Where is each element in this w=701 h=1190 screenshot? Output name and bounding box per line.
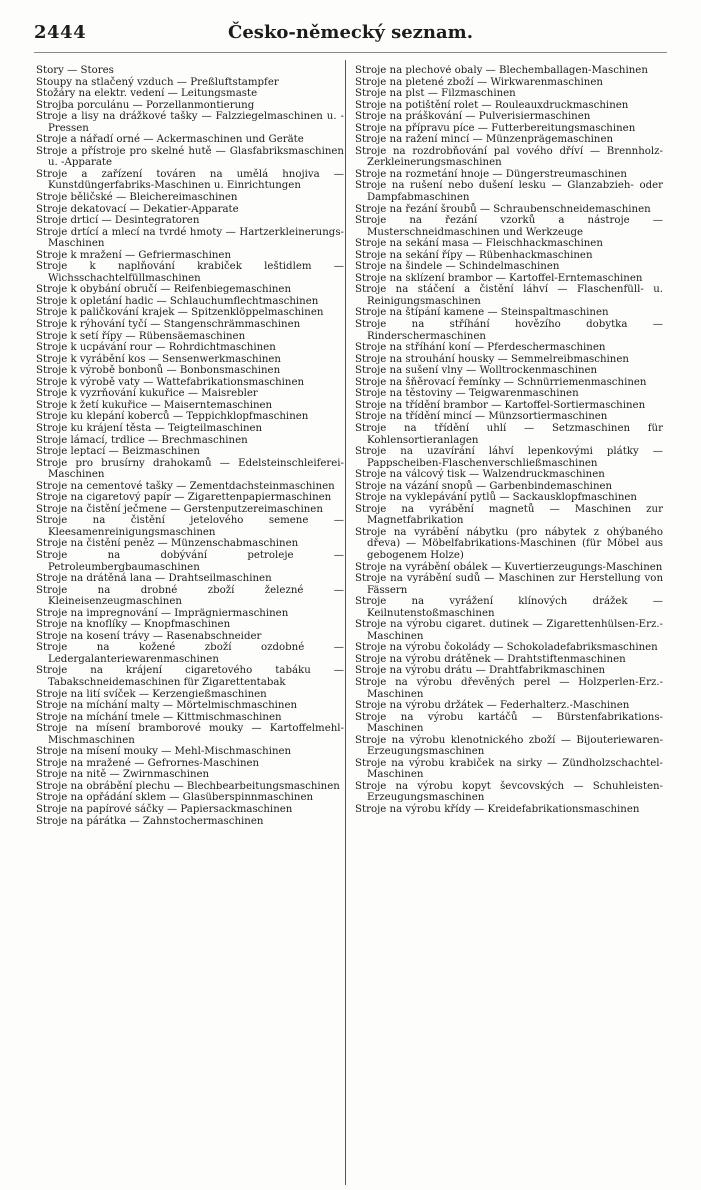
running-title: Česko-německý seznam.: [228, 22, 473, 43]
dictionary-entry: Stroje k setí řípy — Rübensäemaschinen: [36, 330, 246, 342]
dictionary-entry: Stroje na výrobu drátěnek — Drahtstiftenmaschinen: [355, 653, 626, 665]
dictionary-entry: Stroje na vyklepávání pytlů — Sackausklopfmaschinen: [355, 492, 637, 504]
dictionary-entry: Stroje na uzavírání láhví lepenkovými plátky — Pappscheiben-Flaschenverschließmaschinen: [355, 446, 663, 469]
dictionary-entry: Stroje na vyrábění sudů — Maschinen zur Herstellung von Fässern: [355, 573, 663, 596]
dictionary-entry: Stroje na výrobu křídy — Kreidefabrikationsmaschinen: [355, 804, 640, 815]
dictionary-entry: Stroje na pletené zboží — Wirkwarenmaschinen: [355, 76, 603, 88]
left-column: [36, 65, 344, 1180]
dictionary-entry: Stroje a zařízení továren na umělá hnojiva — Kunstdüngerfabriks-Maschinen u. Einrichtungen: [36, 168, 344, 192]
dictionary-entry: Stroje na šňěrovací řemínky — Schnürriemenmaschinen: [355, 376, 647, 388]
dictionary-entry: Stroje na rozmetání hnoje — Düngerstreumaschinen: [355, 168, 627, 180]
dictionary-entry: Stroje na třídění mincí — Münzsortiermaschinen: [355, 411, 608, 423]
dictionary-entry: Stroje na výrobu krabiček na sirky — Zündholzschachtel-Maschinen: [355, 757, 663, 781]
dictionary-entry: Stroje k opletání hadic — Schlauchumflechtmaschinen: [36, 295, 319, 307]
dictionary-entry: Stroje na těstoviny — Teigwarenmaschinen: [355, 388, 579, 400]
dictionary-entry: Stroje k mražení — Gefriermaschinen: [36, 249, 232, 261]
dictionary-entry: Stroje na plechové obaly — Blechemballagen-Maschinen: [355, 65, 648, 76]
dictionary-entry: Stroje na výrobu kartáčů — Bürstenfabrikations-Maschinen: [355, 711, 663, 735]
dictionary-entry: Stroje na vyrábění nábytku (pro nábytek z ohýbaného dřeva) — Möbelfabrikations-Maschinen (für Möbel aus gebogenem Holze): [355, 526, 663, 561]
dictionary-entry: Stroje k paličkování krajek — Spitzenklöppelmaschinen: [36, 307, 324, 319]
dictionary-entry: Story — Stores: [36, 65, 114, 76]
dictionary-entry: Stroje na stříhání hovězího dobytka — Rinderschermaschinen: [355, 319, 663, 342]
dictionary-entry: Stroje na míchání tmele — Kittmischmaschinen: [36, 711, 282, 723]
dictionary-entry: Stroje na opřádání sklem — Glasüberspinnmaschinen: [36, 792, 314, 804]
dictionary-entry: Stroje na sekání masa — Fleischhackmaschinen: [355, 238, 603, 250]
dictionary-entry: Stroje na potištění rolet — Rouleauxdruckmaschinen: [355, 99, 629, 111]
dictionary-entry: Stroje na vyrážení klínových drážek — Keilnutenstoßmaschinen: [355, 596, 663, 619]
dictionary-entry: Stroje na třídění uhlí — Setzmaschinen für Kohlensortieranlagen: [355, 422, 663, 446]
dictionary-entry: Stroje drtící a mlecí na tvrdé hmoty — Hartzerkleinerungs-Maschinen: [36, 226, 344, 250]
dictionary-entry: Stroje na sekání řípy — Rübenhackmaschinen: [355, 249, 593, 261]
dictionary-entry: Stroje na výrobu klenotnického zboží — Bijouteriewaren-Erzeugungsmaschinen: [355, 734, 663, 758]
page-number: 2444: [34, 22, 87, 43]
dictionary-entry: Strojba porculánu — Porzellanmontierung: [36, 99, 255, 111]
dictionary-entry: Stroje na vázání snopů — Garbenbindemaschinen: [355, 480, 613, 492]
dictionary-entry: Stroje na výrobu drátu — Drahtfabrikmaschinen: [355, 665, 606, 677]
dictionary-entry: Stroje k vyrábění kos — Sensenwerkmaschinen: [36, 353, 281, 365]
dictionary-entry: Stroje na práškování — Pulverisiermaschinen: [355, 111, 591, 123]
dictionary-entry: Stroje na výrobu dřevěných perel — Holzperlen-Erz.-Maschinen: [355, 676, 663, 700]
dictionary-entry: Stroje na nitě — Zwirnmaschinen: [36, 769, 210, 781]
dictionary-entry: Stroje na vyrábění obálek — Kuvertierzeugungs-Maschinen: [355, 561, 663, 573]
dictionary-entry: Stroje k vyzrňování kukuřice — Maisrebler: [36, 388, 258, 400]
dictionary-entry: Stroje k rýhování tyčí — Stangenschrämmaschinen: [36, 319, 301, 331]
dictionary-entry: Stroje na výrobu kopyt ševcovských — Schuhleisten-Erzeugungsmaschinen: [355, 780, 663, 804]
dictionary-entry: Stroje dekatovací — Dekatier-Apparate: [36, 203, 239, 215]
dictionary-entry: Stoupy na stlačený vzduch — Preßluftstampfer: [36, 76, 279, 88]
dictionary-entry: Stroje k výrobě vaty — Wattefabrikationsmaschinen: [36, 376, 305, 388]
dictionary-entry: Stroje na impregnování — Imprägniermaschinen: [36, 607, 289, 619]
dictionary-entry: Stroje na výrobu čokolády — Schokoladefabriksmaschinen: [355, 642, 658, 654]
dictionary-entry: Stroje na drobné zboží železné — Kleineisenzeugmaschinen: [36, 584, 344, 608]
dictionary-entry: Stroje na strouhání housky — Semmelreibmaschinen: [355, 353, 629, 365]
dictionary-entry: Stroje na čistění peněz — Münzenschabmaschinen: [36, 538, 299, 550]
dictionary-entry: Stroje na dobývání petroleje — Petroleumbergbaumaschinen: [36, 549, 344, 573]
dictionary-entry: Stroje na výrobu cigaret. dutinek — Zigarettenhülsen-Erz.-Maschinen: [355, 619, 663, 642]
dictionary-entry: Stroje na čistění ječmene — Gerstenputzereimaschinen: [36, 503, 323, 515]
dictionary-entry: Stroje na válcový tisk — Walzendruckmaschinen: [355, 469, 605, 481]
dictionary-entry: Stroje k naplňování krabiček leštidlem — Wichsschachtelfüllmaschinen: [36, 261, 344, 284]
dictionary-entry: Stroje na kožené zboží ozdobné — Ledergalanteriewarenmaschinen: [36, 642, 344, 665]
dictionary-entry: Stroje na štípání kamene — Steinspaltmaschinen: [355, 307, 609, 319]
dictionary-entry: Stroje běličské — Bleichereimaschinen: [36, 192, 238, 204]
dictionary-entry: Stožáry na elektr. vedení — Leitungsmaste: [36, 88, 258, 100]
dictionary-entry: Stroje na šindele — Schindelmaschinen: [355, 261, 560, 273]
dictionary-entry: Stroje pro brusírny drahokamů — Edelsteinschleiferei-Maschinen: [36, 457, 344, 481]
dictionary-entry: Stroje ku krájení těsta — Teigteilmaschinen: [36, 422, 263, 434]
dictionary-entry: Stroje na rozdrobňování pal vového dříví — Brennholz-Zerkleinerungsmaschinen: [355, 145, 663, 169]
dictionary-entry: Stroje na vyrábění magnetů — Maschinen zur Magnetfabrikation: [355, 503, 663, 527]
dictionary-entry: Stroje na stáčení a čistění láhví — Flaschenfüll- u. Reinigungsmaschinen: [355, 284, 663, 307]
dictionary-entry: Stroje na knoflíky — Knopfmaschinen: [36, 619, 231, 631]
dictionary-entry: Stroje lámací, trdlice — Brechmaschinen: [36, 434, 248, 446]
dictionary-entry: Stroje na řezání šroubů — Schraubenschneidemaschinen: [355, 203, 651, 215]
dictionary-entry: Stroje na mražené — Gefrornes-Maschinen: [36, 757, 260, 769]
dictionary-entry: Stroje na sušení vlny — Wolltrockenmaschinen: [355, 365, 598, 377]
dictionary-entry: Stroje na ražení mincí — Münzenprägemaschinen: [355, 134, 614, 146]
dictionary-entry: Stroje k výrobě bonbonů — Bonbonsmaschinen: [36, 365, 281, 377]
dictionary-entry: Stroje na plst — Filzmaschinen: [355, 88, 516, 100]
dictionary-entry: Stroje na výrobu držátek — Federhalterz.-Maschinen: [355, 700, 630, 712]
header-rule: [34, 52, 667, 53]
dictionary-entry: Stroje na krájení cigaretového tabáku — Tabakschneidemaschinen für Zigarettentabak: [36, 665, 344, 688]
dictionary-entry: Stroje na drátěná lana — Drahtseilmaschinen: [36, 573, 272, 585]
dictionary-entry: Stroje a nářadí orné — Ackermaschinen und Geräte: [36, 134, 304, 146]
dictionary-entry: Stroje leptací — Beizmaschinen: [36, 446, 200, 458]
dictionary-entry: Stroje na papírové sáčky — Papiersackmaschinen: [36, 804, 293, 815]
dictionary-entry: Stroje a přístroje pro skelné hutě — Glasfabriksmaschinen u. -Apparate: [36, 145, 344, 169]
dictionary-entry: Stroje ku klepání koberců — Teppichklopfmaschinen: [36, 411, 309, 423]
dictionary-entry: Stroje k ucpávání rour — Rohrdichtmaschinen: [36, 342, 276, 354]
dictionary-entry: Stroje na lití svíček — Kerzengießmaschinen: [36, 688, 267, 700]
column-divider: [345, 60, 346, 1185]
dictionary-entry: Stroje k obybání obručí — Reifenbiegemaschinen: [36, 284, 292, 296]
dictionary-entry: Stroje na rušení nebo dušení lesku — Glanzabzieh- oder Dampfabmaschinen: [355, 180, 663, 204]
dictionary-entry: Stroje na mísení bramborové mouky — Kartoffelmehl-Mischmaschinen: [36, 723, 344, 746]
dictionary-entry: Stroje na párátka — Zahnstochermaschinen: [36, 815, 264, 827]
dictionary-entry: Stroje na míchání malty — Mörtelmischmaschinen: [36, 700, 298, 712]
dictionary-entry: Stroje na sklízení brambor — Kartoffel-Erntemaschinen: [355, 272, 643, 284]
dictionary-entry: Stroje na kosení trávy — Rasenabschneider: [36, 630, 262, 642]
dictionary-entry: Stroje k žetí kukuřice — Maiserntemaschinen: [36, 399, 273, 411]
dictionary-entry: Stroje a lisy na drážkové tašky — Falzziegelmaschinen u. -Pressen: [36, 111, 344, 134]
dictionary-entry: Stroje na mísení mouky — Mehl-Mischmaschinen: [36, 746, 292, 758]
dictionary-entry: Stroje na čistění jetelového semene — Kleesamenreinigungsmaschinen: [36, 515, 344, 538]
dictionary-entry: Stroje na třídění brambor — Kartoffel-Sortiermaschinen: [355, 399, 646, 411]
dictionary-entry: Stroje na cementové tašky — Zementdachsteinmaschinen: [36, 480, 335, 492]
dictionary-entry: Stroje drticí — Desintegratoren: [36, 215, 200, 227]
right-column: [355, 65, 663, 1180]
dictionary-entry: Stroje na přípravu píce — Futterbereitungsmaschinen: [355, 122, 636, 134]
dictionary-entry: Stroje na řezání vzorků a nástroje — Musterschneidmaschinen und Werkzeuge: [355, 215, 663, 238]
dictionary-entry: Stroje na obrábění plechu — Blechbearbeitungsmaschinen: [36, 780, 340, 792]
dictionary-entry: Stroje na stříhání koní — Pferdeschermaschinen: [355, 342, 606, 354]
dictionary-entry: Stroje na cigaretový papír — Zigarettenpapiermaschinen: [36, 492, 332, 504]
